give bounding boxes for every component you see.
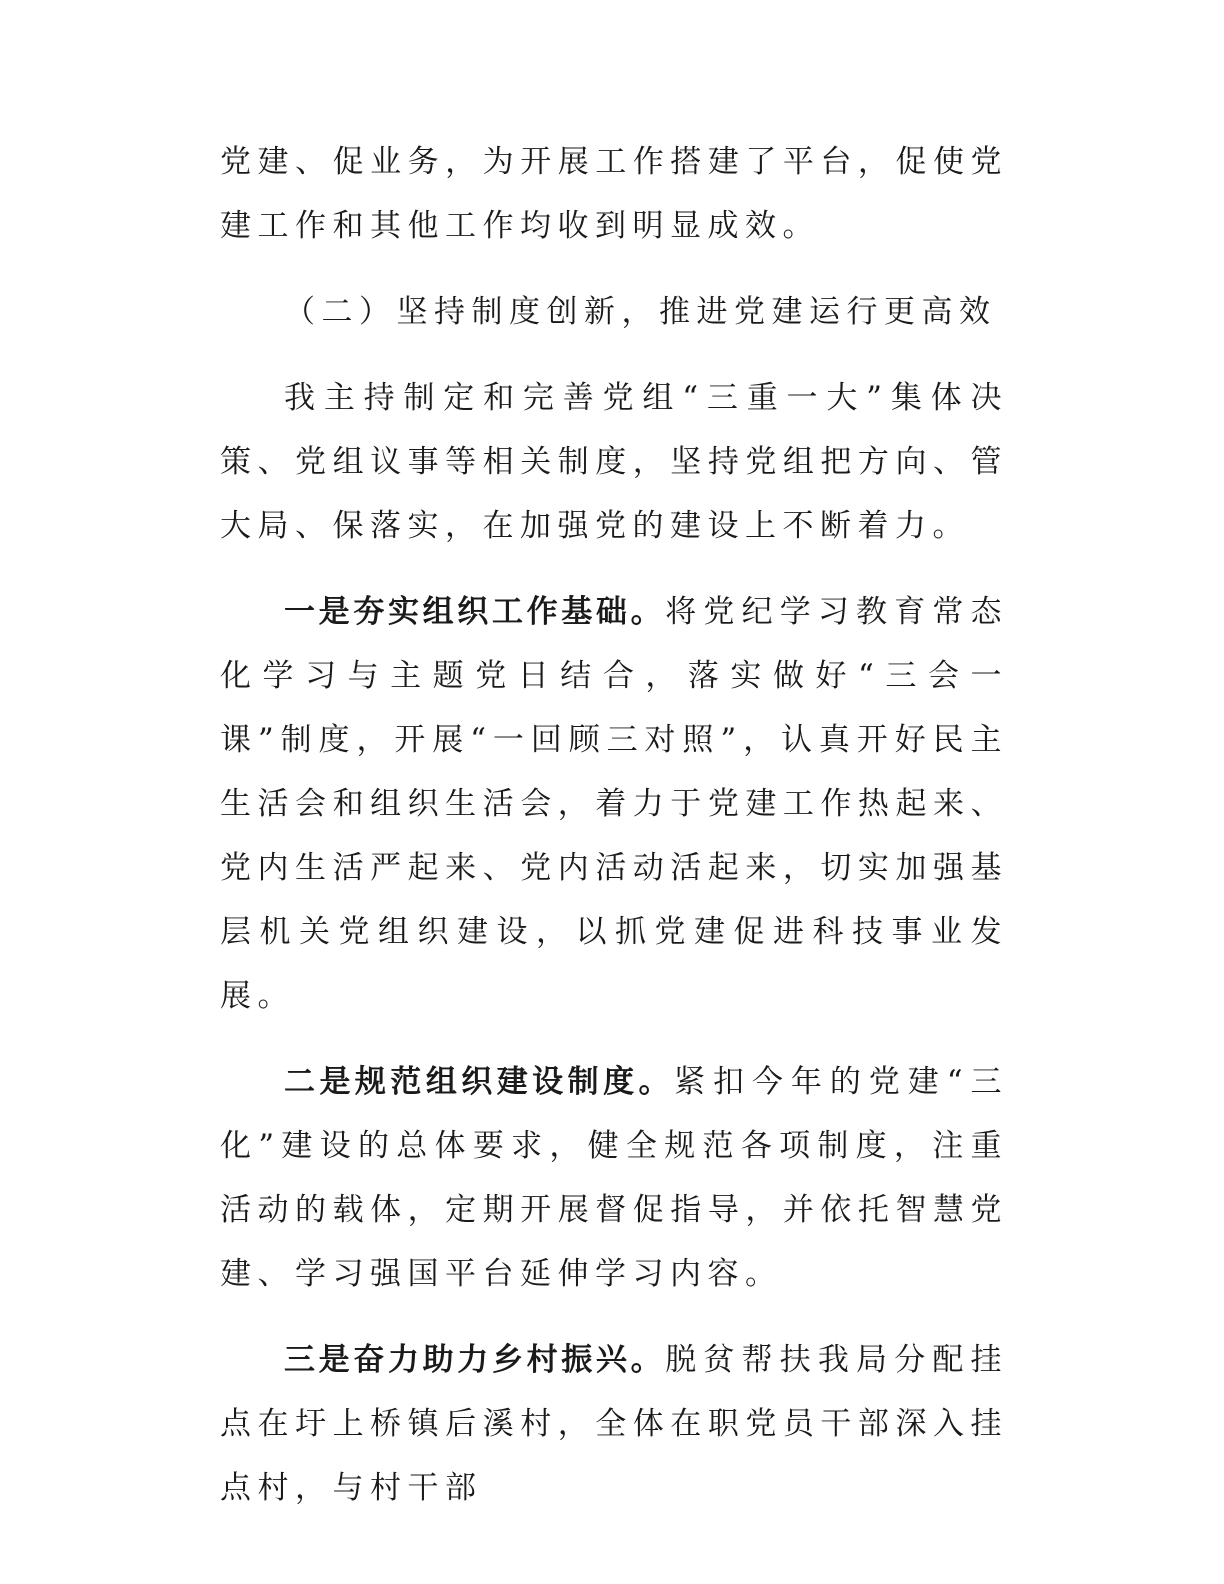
paragraph-continuation: 党建、促业务，为开展工作搭建了平台，促使党建工作和其他工作均收到明显成效。 <box>220 144 1008 244</box>
paragraph-organization-foundation <box>220 580 1008 1028</box>
paragraph-organization-system <box>220 1050 1008 1306</box>
paragraph-body-1: 将党纪学习教育常态化学习与主题党日结合，落实做好“三会一课”制度，开展“一回顾三对照”，认真开好民主生活会和组织生活会，着力于党建工作热起来、党内生活严起来、党内活动活起来，切实加强基层机关党组织建设，以抓党建促进科技事业发展。 <box>220 594 1009 1014</box>
paragraph-lead-1: 一是夯实组织工作基础。 <box>284 594 666 630</box>
paragraph-system-innovation: 我主持制定和完善党组“三重一大”集体决策、党组议事等相关制度，坚持党组把方向、管大局、保落实，在加强党的建设上不断着力。 <box>220 380 1008 544</box>
paragraph-lead-3: 三是奋力助力乡村振兴。 <box>284 1342 666 1378</box>
paragraph-body-2: 紧扣今年的党建“三化”建设的总体要求，健全规范各项制度，注重活动的载体，定期开展督促指导，并依托智慧党建、学习强国平台延伸学习内容。 <box>220 1064 1009 1292</box>
paragraph-body-3: 脱贫帮扶我局分配挂点在圩上桥镇后溪村，全体在职党员干部深入挂点村，与村干部 <box>220 1342 1009 1506</box>
paragraph-lead-2: 二是规范组织建设制度。 <box>284 1064 675 1100</box>
paragraph-rural-revitalization <box>220 1328 1008 1520</box>
document-page <box>220 130 1008 1542</box>
section-heading: （二）坚持制度创新，推进党建运行更高效 <box>284 294 997 330</box>
